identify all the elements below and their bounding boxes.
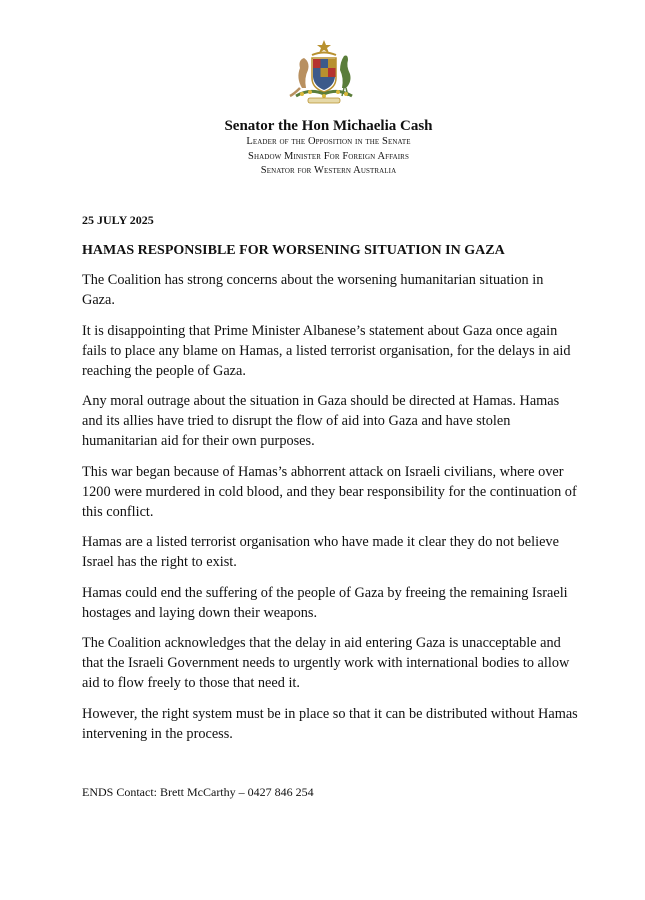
body-paragraph: However, the right system must be in place so that it can be distributed without Hamas intervening in the process. [82,705,578,742]
release-body [82,270,578,754]
coat-of-arms-icon [282,38,366,104]
senator-name: Senator the Hon Michaelia Cash [224,118,433,134]
body-paragraph: The Coalition has strong concerns about the worsening humanitarian situation in Gaza. [82,272,544,308]
release-date: 25 JULY 2025 [82,213,154,227]
role-line: Leader of the Opposition in the Senate [246,136,411,147]
role-line: Shadow Minister For Foreign Affairs [248,150,409,162]
body-paragraph: Hamas could end the suffering of the people of Gaza by freeing the remaining Israeli hostages and laying down their weapons. [82,584,568,621]
release-headline: HAMAS RESPONSIBLE FOR WORSENING SITUATION IN GAZA [82,243,505,258]
body-paragraph: Hamas are a listed terrorist organisation who have made it clear they do not believe Israel has the right to exist. [82,534,559,570]
body-paragraph: It is disappointing that Prime Minister Albanese’s statement about Gaza once again fails to place any blame on Hamas, a listed terrorist organisation, for the delays in aid reaching the people of Gaza. [82,322,571,379]
role-line: Senator for Western Australia [260,165,397,176]
body-paragraph: The Coalition acknowledges that the delay in aid entering Gaza is unacceptable and that the Israeli Government needs to urgently work with international bodies to allow aid to flow freely to those that need it. [82,635,570,691]
contact-footer: ENDS Contact: Brett McCarthy – 0427 846 254 [82,785,314,799]
body-paragraph: Any moral outrage about the situation in Gaza should be directed at Hamas. Hamas and its allies have tried to disrupt the flow of aid into Gaza and have stolen humanitarian aid for their own purposes. [82,393,560,449]
letterhead [0,117,645,179]
body-paragraph: This war began because of Hamas’s abhorrent attack on Israeli civilians, where over 1200 were murdered in cold blood, and they bear responsibility for the continuation of this conflict. [82,463,577,520]
